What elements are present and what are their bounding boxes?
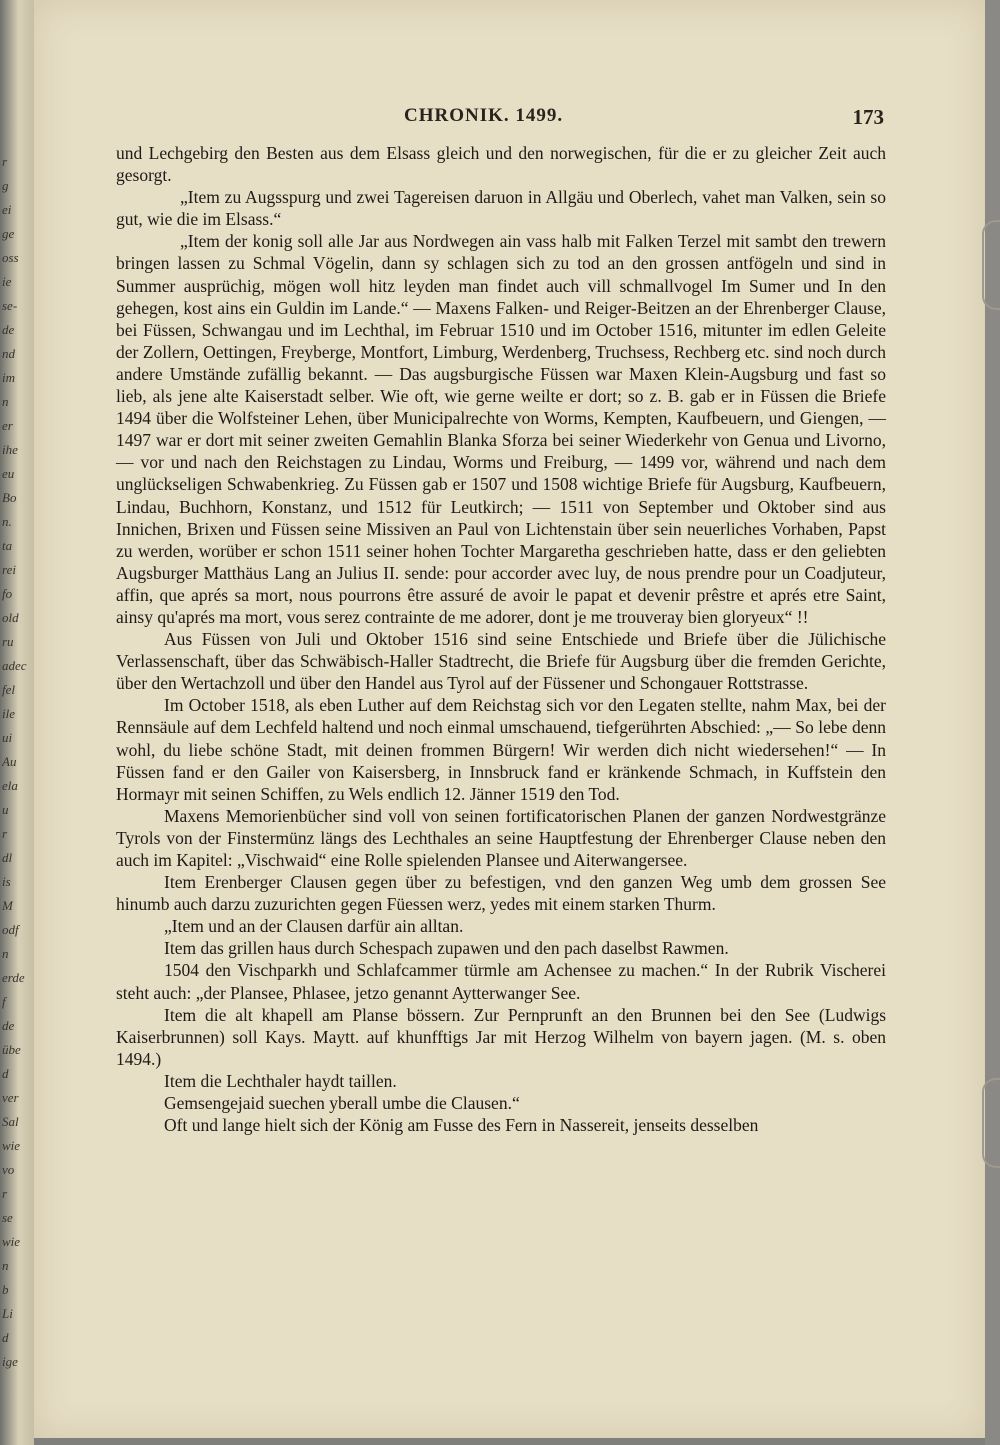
adjacent-page-fragment: ver: [2, 1090, 19, 1105]
adjacent-page-fragment: ela: [2, 778, 18, 793]
adjacent-page-fragment: odf: [2, 922, 19, 937]
adjacent-page-fragment: n: [2, 1258, 9, 1273]
adjacent-page-text: [2, 150, 32, 1374]
adjacent-page-fragment: wie: [2, 1138, 21, 1153]
adjacent-page-fragment: ta: [2, 538, 13, 553]
adjacent-page-fragment: übe: [2, 1042, 21, 1057]
adjacent-page-fragment: er: [2, 418, 13, 433]
adjacent-page-fragment: ui: [2, 730, 13, 745]
body-text: [116, 142, 886, 1136]
adjacent-page-fragment: Bo: [2, 490, 17, 505]
adjacent-page-fragment: r: [2, 1186, 8, 1201]
adjacent-page-fragment: eu: [2, 466, 15, 481]
adjacent-page-fragment: d: [2, 1330, 9, 1345]
paragraph: Oft und lange hielt sich der König am Fusse des Fern in Nassereit, jenseits desselben: [164, 1115, 759, 1136]
adjacent-page-fragment: oss: [2, 250, 19, 265]
adjacent-page-fragment: old: [2, 610, 19, 625]
adjacent-page-fragment: g: [2, 178, 9, 193]
paragraph: Item Erenberger Clausen gegen über zu befestigen, vnd den ganzen Weg umb dem grossen See hinumb auch darzu zuzurichten gegen Füessen werz, yedes mit einem starken Thurm.: [116, 872, 886, 915]
adjacent-page-fragment: se-: [2, 298, 18, 313]
adjacent-page-fragment: ige: [2, 1354, 18, 1369]
adjacent-page-fragment: fel: [2, 682, 15, 697]
adjacent-page-fragment: ei: [2, 202, 12, 217]
page-header: [374, 105, 884, 135]
paragraph: Maxens Memorienbücher sind voll von seinen fortificatorischen Planen der ganzen Nordwestgränze Tyrols von der Finstermünz längs des Lechthales an seine Hauptfestung der Ehrenberger Clause neben den auch im Kapitel: „Vischwaid“ eine Rolle spielenden Plansee und Aiterwangersee.: [116, 805, 886, 870]
paragraph: „Item der konig soll alle Jar aus Nordwegen ain vass halb mit Falken Terzel mit sambt den trewern bringen lassen zu Schmal Vögelin, dann sy schlagen sich zu tod an den grossen antfögeln und sind in Summer ausprüchig, mögen woll hitz leyden man findet auch vill schmallvogel Im Sumer und In den gehegen, kost ains ein Guldin im Lande.“ — Maxens Falken- und Reiger-Beitzen an der Ehrenberger Clause, bei Füssen, Schwangau und im Lechthal, im Februar 1510 und im October 1516, mitunter im edlen Geleite der Zollern, Oettingen, Freyberge, Montfort, Limburg, Werdenberg, Truchsess, Rechberg etc. sind noch durch andere Umstände zufällig bekannt. — Das augsburgische Füssen war Maxen Klein-Augsburg und fast so lieb, als jene alte Kaiserstadt selber. Wie oft, wie gerne weilte er dort; so z. B. gab er in Füssen die Briefe 1494 über die Wolfsteiner Lehen, über Municipalrechte von Worms, Kempten, Kaufbeuern, und Giengen, — 1497 war er dort mit seiner zweiten Gemahlin Blanka Sforza bei seiner Wiederkehr von Genua und Livorno, — vor und nach den Reichstagen zu Lindau, Worms und Freiburg, — 1499 vor, während und nach dem unglückseligen Schwabenkrieg. Zu Füssen gab er 1507 und 1508 wichtige Briefe für Augsburg, Kaufbeuern, Lindau, Buchhorn, Konstanz, und 1512 für Leutkirch; — 1511 von September und Oktober sind aus Innichen, Brixen und Füssen seine Missiven an Paul von Lichtenstain über sein neuerliches Vorhaben, Papst zu werden, worüber er schon 1511 seiner hohen Tochter Margaretha geschrieben hatte, dass er den geliebten Augsburger Matthäus Lang an Julius II. sende: pour accorder avec luy, de nous prendre pour un Coadjuteur, affin, que aprés sa mort, nous pourrons être assuré de avoir le papat et devenir prêstre et aprés etre Saint, ainsy qu'aprés ma mort, vous serez contrainte de me adorer, dont je me trouveray bien gloryeux“ !!: [116, 231, 886, 627]
adjacent-page-fragment: wie: [2, 1234, 21, 1249]
adjacent-page-fragment: r: [2, 826, 8, 841]
page-number: 173: [852, 105, 884, 129]
paragraph: Item die Lechthaler haydt taillen.: [164, 1070, 397, 1091]
adjacent-page-fragment: n.: [2, 514, 12, 529]
adjacent-page-fragment: rei: [2, 562, 16, 577]
adjacent-page-fragment: nd: [2, 346, 15, 361]
adjacent-page-fragment: se: [2, 1210, 13, 1225]
adjacent-page-fragment: Au: [2, 754, 17, 769]
paragraph: Im October 1518, als eben Luther auf dem Reichstag sich vor den Legaten stellte, nahm Max, bei der Rennsäule auf dem Lechfeld haltend und noch einmal umschauend, tiefgerührten Abschied: „— So lebe denn wohl, du liebe schöne Stadt, mit deinen frommen Bürgern! Wir werden dich nicht wiedersehen!“ — In Füssen fand er den Gailer von Kaisersberg, in Innsbruck fand er kränkende Schmach, in Kuffstein den Hormayr mit seinen Schiffen, zu Wels endlich 12. Jänner 1519 den Tod.: [116, 695, 886, 804]
adjacent-page-fragment: ile: [2, 706, 15, 721]
adjacent-page-fragment: M: [2, 898, 13, 913]
paragraph: Item die alt khapell am Planse bössern. Zur Pernprunft an den Brunnen bei den See (Ludwigs Kaiserbrunnen) soll Kays. Maytt. auf khunfftigs Jar mit Herzog Wilhelm von bayern jagen. (M. s. oben 1494.): [116, 1004, 886, 1069]
adjacent-page-fragment: adec: [2, 658, 27, 673]
clip-mark: [982, 1078, 1000, 1168]
adjacent-page-fragment: b: [2, 1282, 9, 1297]
running-title: CHRONIK. 1499.: [404, 105, 564, 126]
adjacent-page-fragment: fo: [2, 586, 13, 601]
adjacent-page-fragment: Sal: [2, 1114, 19, 1129]
paragraph: Gemsengejaid suechen yberall umbe die Clausen.“: [164, 1093, 520, 1114]
adjacent-page-fragment: ie: [2, 274, 12, 289]
adjacent-page-fragment: ge: [2, 226, 15, 241]
clip-mark: [982, 220, 1000, 310]
paragraph: „Item zu Augsspurg und zwei Tagereisen daruon in Allgäu und Oberlech, vahet man Valken, sein so gut, wie die im Elsass.“: [116, 187, 886, 230]
paragraph: Aus Füssen von Juli und Oktober 1516 sind seine Entschiede und Briefe über die Jülichische Verlassenschaft, über das Schwäbisch-Haller Stadtrecht, die Briefe für Augsburg über die fremden Gerichte, über den Wertachzoll und über den Handel aus Tyrol auf der Füssener und Schongauer Rottstrasse.: [116, 629, 886, 694]
adjacent-page-fragment: n: [2, 394, 9, 409]
adjacent-page-fragment: f: [2, 994, 6, 1009]
adjacent-page-fragment: n: [2, 946, 9, 961]
adjacent-page-fragment: de: [2, 322, 15, 337]
book-page: [34, 0, 985, 1438]
paragraph: 1504 den Vischparkh und Schlafcammer türmle am Achensee zu machen.“ In der Rubrik Vischerei steht auch: „der Plansee, Phlasee, jetzo genannt Aytterwanger See.: [116, 960, 886, 1003]
adjacent-page-fragment: de: [2, 1018, 15, 1033]
adjacent-page-fragment: vo: [2, 1162, 15, 1177]
adjacent-page-fragment: Li: [2, 1306, 13, 1321]
adjacent-page-fragment: r: [2, 154, 8, 169]
adjacent-page-fragment: erde: [2, 970, 25, 985]
adjacent-page-edge: [0, 0, 34, 1445]
paragraph: Item das grillen haus durch Schespach zupawen und den pach daselbst Rawmen.: [164, 938, 729, 959]
paragraph: „Item und an der Clausen darfür ain alltan.: [164, 916, 464, 937]
adjacent-page-fragment: is: [2, 874, 11, 889]
adjacent-page-fragment: d: [2, 1066, 9, 1081]
adjacent-page-fragment: ihe: [2, 442, 18, 457]
paragraph: und Lechgebirg den Besten aus dem Elsass gleich und den norwegischen, für die er zu gleicher Zeit auch gesorgt.: [116, 143, 886, 186]
adjacent-page-fragment: dl: [2, 850, 13, 865]
scan-margin: [985, 0, 1000, 1445]
adjacent-page-fragment: ru: [2, 634, 14, 649]
adjacent-page-fragment: im: [2, 370, 15, 385]
adjacent-page-fragment: u: [2, 802, 9, 817]
